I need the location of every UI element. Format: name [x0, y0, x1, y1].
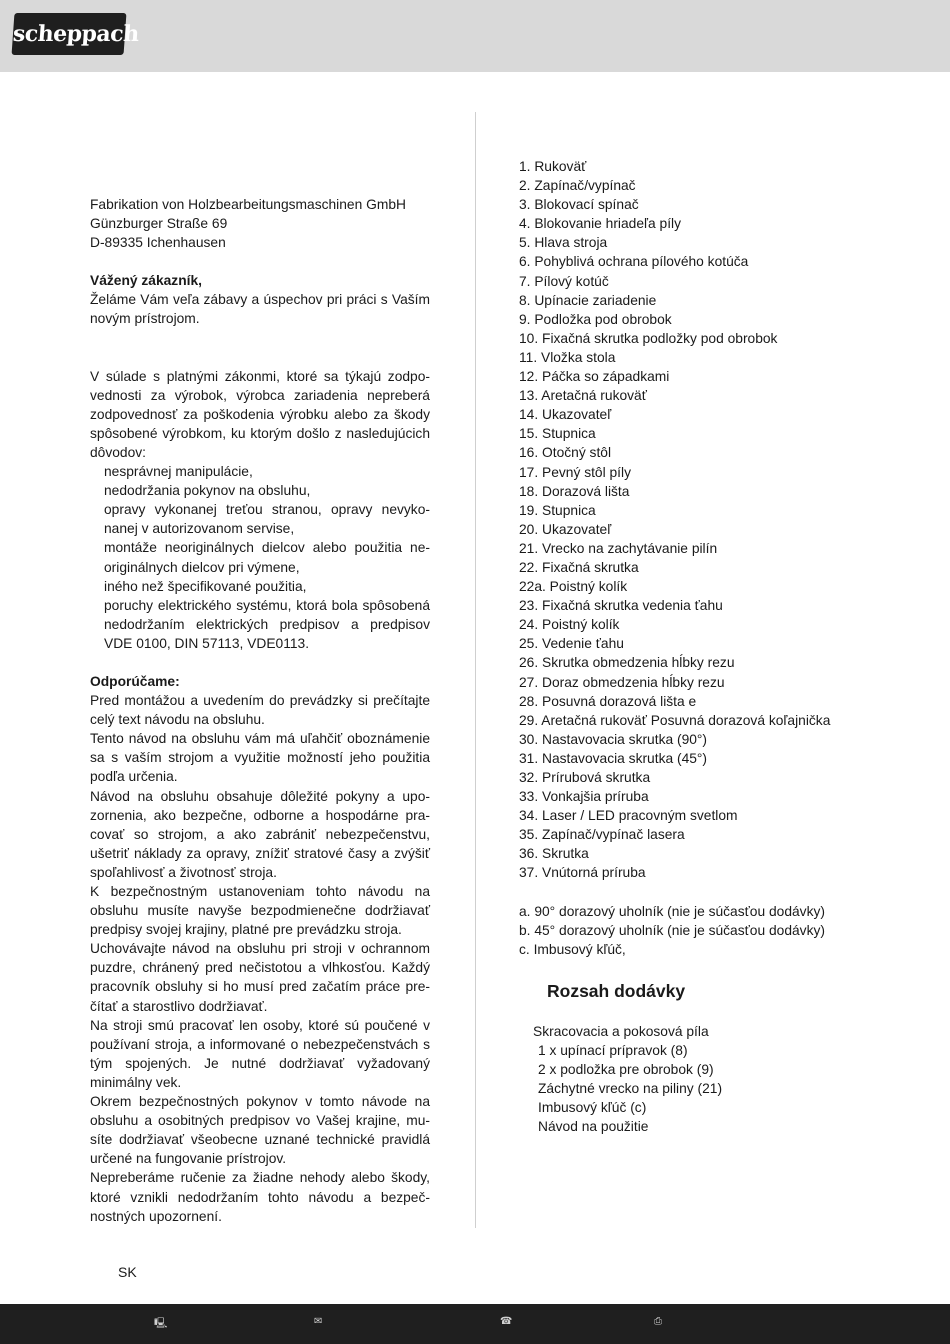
liability-intro: V súlade s platnými zákonmi, ktoré sa týkajú zodpovednosti za výrobok, výrobca zariadenia nepreberá zodpovednosť za poškodenia výrobku alebo za škody spôsobené výrobkom, ku ktorým došlo z nasledujúcich dôvodov:	[90, 368, 430, 460]
accessory-item: c. Imbusový kľúč,	[519, 941, 626, 957]
parts-list	[519, 157, 939, 883]
recommend-paragraph: Okrem bezpečnostných pokynov v tomto návode na obsluhu a osobitných predpisov vo Vašej krajine, musíte dodržiavať všeobecne uznané technické pravidlá určené na fungovanie prístrojov.	[90, 1094, 430, 1167]
part-item: 17. Pevný stôl píly	[519, 464, 631, 480]
part-item: 2. Zapínač/vypínač	[519, 178, 636, 194]
recommend-paragraph: Návod na obsluhu obsahuje dôležité pokyny a upozornenia, ako bezpečne, odborne a hospodárne pracovať so strojom, a ako zabrániť nebezpečenstvu, ušetriť náklady za opravy, znížiť stratové časy a zvýšiť spoľahlivosť a životnosť stroja.	[90, 788, 430, 880]
liability-item: nesprávnej manipulácie,	[104, 464, 253, 480]
part-item: 3. Blokovací spínač	[519, 197, 639, 213]
part-item: 32. Prírubová skrutka	[519, 770, 651, 785]
right-column	[519, 157, 939, 1136]
part-item: 33. Vonkajšia príruba	[519, 789, 649, 805]
part-item: 24. Poistný kolík	[519, 617, 620, 633]
liability-item: iného než špecifikované použitia,	[104, 578, 307, 594]
recommend-paragraph: Na stroji smú pracovať len osoby, ktoré sú poučené v používaní stroja, a informované o nebezpečenstvách s tým spojených. Je nutné dodržiavať vyžadovaný minimálny vek.	[90, 1017, 430, 1090]
supply-item: Návod na použitie	[538, 1119, 649, 1135]
liability-item: nedodržania pokynov na obsluhu,	[104, 483, 311, 499]
part-item: 26. Skrutka obmedzenia hĺbky rezu	[519, 655, 735, 671]
column-divider	[475, 112, 476, 1228]
address-line: Fabrikation von Holzbearbeitungsmaschinen GmbH	[90, 197, 406, 212]
footer-bar	[0, 1304, 950, 1344]
part-item: 6. Pohyblivá ochrana pílového kotúča	[519, 254, 749, 270]
part-item: 4. Blokovanie hriadeľa píly	[519, 216, 682, 232]
part-item: 30. Nastavovacia skrutka (90°)	[519, 731, 708, 747]
part-item: 23. Fixačná skrutka vedenia ťahu	[519, 598, 723, 614]
recommend-paragraph: Pred montážou a uvedením do prevádzky si prečítajte celý text návodu na obsluhu.	[90, 693, 430, 728]
part-item: 36. Skrutka	[519, 846, 589, 862]
part-item: 16. Otočný stôl	[519, 445, 612, 461]
supply-item: 1 x upínací prípravok (8)	[538, 1042, 688, 1058]
part-item: 22. Fixačná skrutka	[519, 559, 639, 575]
part-item: 14. Ukazovateľ	[519, 407, 612, 423]
address-line: Günzburger Straße 69	[90, 216, 228, 232]
recommend-paragraph: K bezpečnostným ustanoveniam tohto návodu na obsluhu musíte navyše bezpodmienečne dodržiavať predpisy svojej krajiny, platné pre prevádzku stroja.	[90, 884, 430, 938]
greeting-text: Želáme Vám veľa zábavy a úspechov pri práci s Vaším novým prístrojom.	[90, 292, 430, 327]
part-item: 1. Rukoväť	[519, 159, 587, 174]
left-column	[90, 195, 430, 1226]
greeting-title: Vážený zákazník,	[90, 273, 202, 289]
header-band	[0, 0, 950, 72]
accessory-item: a. 90° dorazový uholník (nie je súčasťou dodávky)	[519, 903, 825, 919]
supply-list	[538, 1041, 939, 1136]
part-item: 37. Vnútorná príruba	[519, 865, 646, 881]
accessories-list	[519, 902, 939, 959]
part-item: 15. Stupnica	[519, 426, 596, 442]
recommend-paragraph: Tento návod na obsluhu vám má uľahčiť oboznámenie sa s vaším strojom a využitie možností jeho použitia podľa určenia.	[90, 731, 430, 785]
liability-item: opravy vykonanej treťou stranou, opravy nevykonanej v autorizovanom servise,	[104, 502, 430, 537]
part-item: 20. Ukazovateľ	[519, 521, 612, 537]
part-item: 5. Hlava stroja	[519, 235, 608, 251]
supply-item: Záchytné vrecko na piliny (21)	[538, 1081, 723, 1097]
recommend-paragraph: Nepreberáme ručenie za žiadne nehody alebo škody, ktoré vznikli nedodržaním tohto návodu a bezpečnostných upozornení.	[90, 1170, 430, 1224]
part-item: 28. Posuvná dorazová lišta e	[519, 693, 697, 709]
part-item: 9. Podložka pod obrobok	[519, 311, 672, 327]
address-line: D-89335 Ichenhausen	[90, 235, 226, 251]
liability-item: montáže neoriginálnych dielcov alebo použitia neoriginálnych dielcov pri výmene,	[104, 540, 430, 575]
part-item: 34. Laser / LED pracovným svetlom	[519, 808, 738, 824]
fax-icon: ⎙	[654, 1316, 662, 1327]
part-item: 8. Upínacie zariadenie	[519, 292, 657, 308]
supply-item: 2 x podložka pre obrobok (9)	[538, 1062, 714, 1078]
computer-icon: 🖳	[154, 1318, 168, 1329]
recommend-paragraph: Uchovávajte návod na obsluhu pri stroji v ochrannom puzdre, chránený pred nečistotou a vlhkosťou. Každý pracovník obsluhy si ho musí pred začatím práce prečítať a starostlivo dodržiavať.	[90, 941, 430, 1014]
part-item: 19. Stupnica	[519, 502, 596, 518]
brand-logo: scheppach	[12, 13, 127, 55]
part-item: 21. Vrecko na zachytávanie pilín	[519, 540, 718, 556]
email-icon: ✉	[314, 1316, 323, 1327]
supply-title: Rozsah dodávky	[547, 980, 686, 1001]
part-item: 22a. Poistný kolík	[519, 579, 628, 595]
part-item: 29. Aretačná rukoväť Posuvná dorazová koľajnička	[519, 712, 831, 728]
part-item: 27. Doraz obmedzenia hĺbky rezu	[519, 674, 725, 690]
part-item: 31. Nastavovacia skrutka (45°)	[519, 750, 708, 766]
part-item: 10. Fixačná skrutka podložky pod obrobok	[519, 330, 778, 346]
part-item: 11. Vložka stola	[519, 349, 616, 365]
liability-item: poruchy elektrického systému, ktorá bola spôsobená nedodržaním elektrických predpisov a predpisov VDE 0100, DIN 57113, VDE0113.	[104, 597, 430, 651]
part-item: 18. Dorazová lišta	[519, 483, 630, 499]
part-item: 13. Aretačná rukoväť	[519, 388, 647, 404]
part-item: 12. Páčka so západkami	[519, 369, 670, 385]
supply-lead: Skracovacia a pokosová píla	[533, 1023, 709, 1039]
accessory-item: b. 45° dorazový uholník (nie je súčasťou dodávky)	[519, 922, 825, 938]
recommend-title: Odporúčame:	[90, 673, 180, 689]
language-code: SK	[118, 1264, 137, 1280]
supply-item: Imbusový kľúč (c)	[538, 1100, 647, 1116]
part-item: 7. Pílový kotúč	[519, 273, 609, 289]
part-item: 35. Zapínač/vypínač lasera	[519, 827, 685, 843]
phone-icon: ☎	[500, 1316, 513, 1327]
part-item: 25. Vedenie ťahu	[519, 636, 624, 652]
